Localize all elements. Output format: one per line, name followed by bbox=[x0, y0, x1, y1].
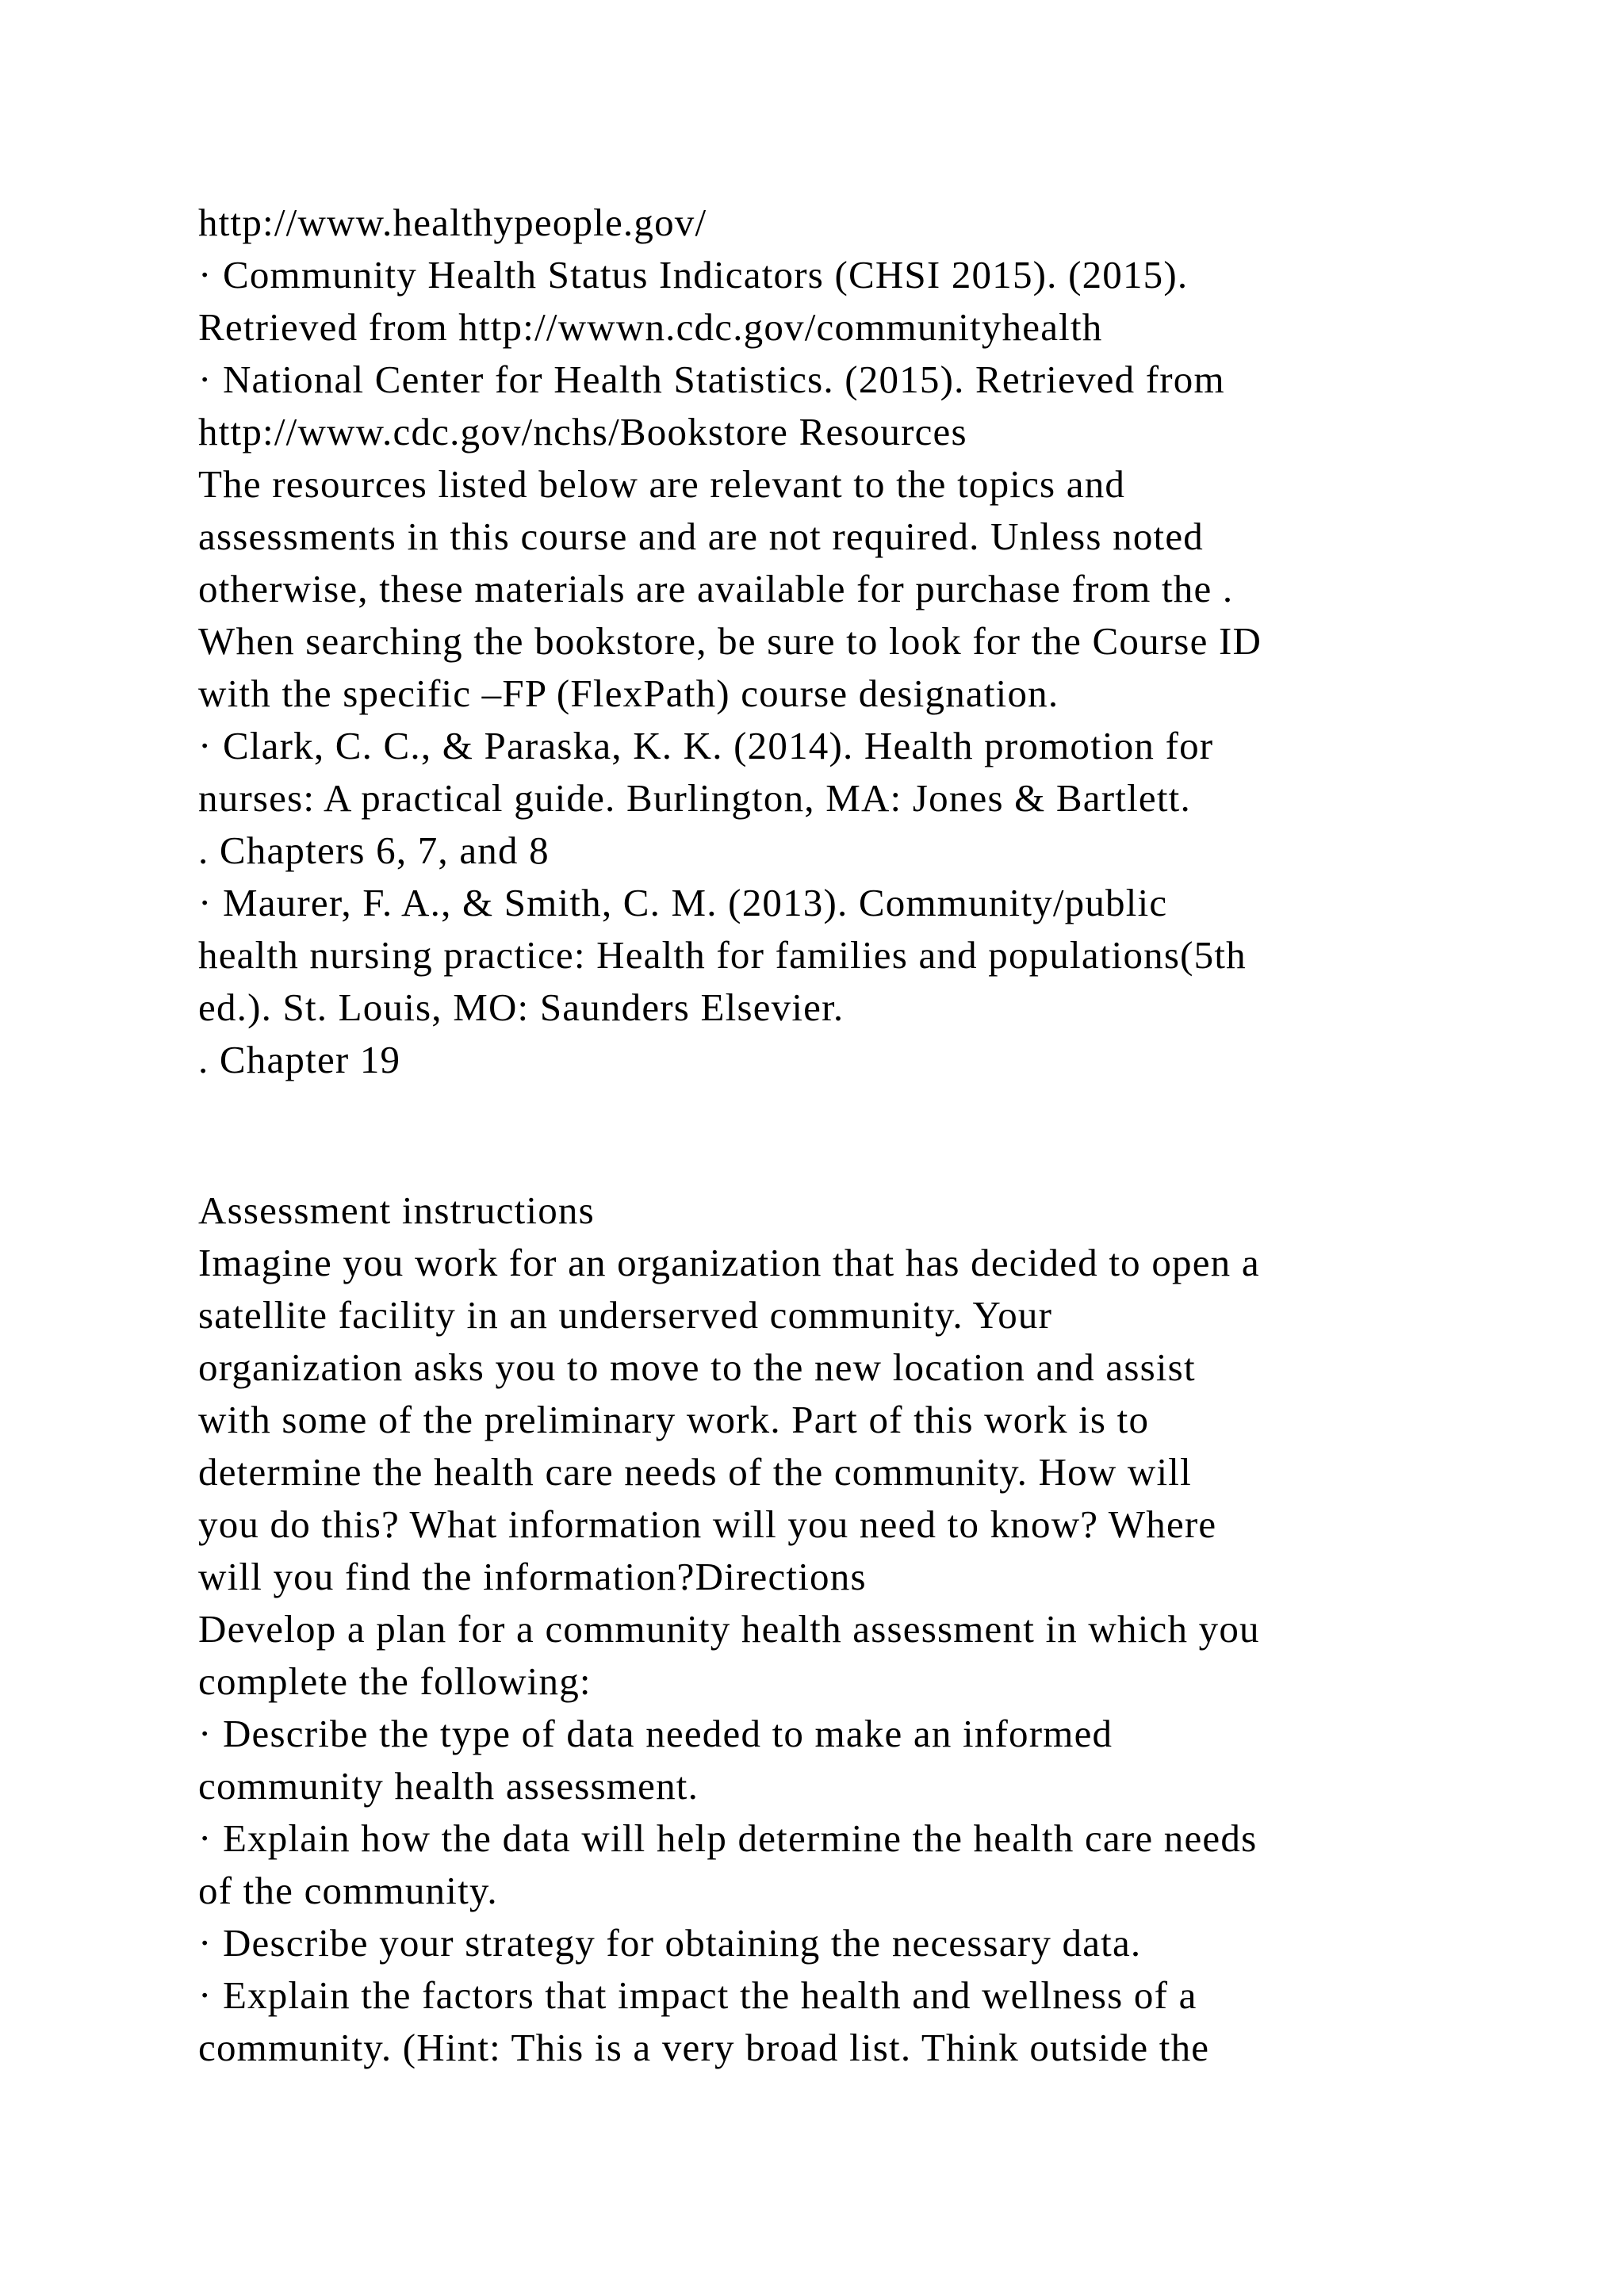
text-line: with some of the preliminary work. Part of this work is to bbox=[198, 1398, 1150, 1441]
resources-section bbox=[198, 197, 1483, 1086]
text-line: otherwise, these materials are available for purchase from the . bbox=[198, 567, 1234, 610]
text-line: . Chapters 6, 7, and 8 bbox=[198, 828, 550, 872]
text-line: organization asks you to move to the new location and assist bbox=[198, 1345, 1196, 1389]
text-line: Develop a plan for a community health assessment in which you bbox=[198, 1607, 1260, 1651]
text-line: · Describe your strategy for obtaining the necessary data. bbox=[198, 1921, 1142, 1965]
text-line: http://www.healthypeople.gov/ bbox=[198, 201, 707, 244]
text-line: http://www.cdc.gov/nchs/Bookstore Resources bbox=[198, 410, 967, 453]
text-line: Retrieved from http://wwwn.cdc.gov/communityhealth bbox=[198, 305, 1103, 349]
text-line: health nursing practice: Health for families and populations(5th bbox=[198, 933, 1247, 977]
text-line: · National Center for Health Statistics. (2015). Retrieved from bbox=[198, 358, 1225, 401]
text-line: of the community. bbox=[198, 1869, 498, 1912]
text-line: . Chapter 19 bbox=[198, 1038, 401, 1081]
text-line: assessments in this course and are not required. Unless noted bbox=[198, 515, 1204, 558]
text-line: Imagine you work for an organization that has decided to open a bbox=[198, 1241, 1260, 1284]
text-line: nurses: A practical guide. Burlington, MA: Jones & Bartlett. bbox=[198, 776, 1191, 820]
assessment-section bbox=[198, 1184, 1483, 2074]
section-heading: Assessment instructions bbox=[198, 1188, 595, 1232]
text-line: · Describe the type of data needed to make an informed bbox=[198, 1712, 1113, 1755]
text-line: satellite facility in an underserved community. Your bbox=[198, 1293, 1053, 1337]
text-line: community health assessment. bbox=[198, 1764, 699, 1808]
text-line: · Explain how the data will help determine the health care needs bbox=[198, 1816, 1258, 1860]
text-line: · Maurer, F. A., & Smith, C. M. (2013). Community/public bbox=[198, 881, 1168, 924]
text-line: ed.). St. Louis, MO: Saunders Elsevier. bbox=[198, 985, 845, 1029]
text-line: · Explain the factors that impact the health and wellness of a bbox=[198, 1973, 1197, 2017]
text-line: · Community Health Status Indicators (CHSI 2015). (2015). bbox=[198, 253, 1189, 297]
text-line: The resources listed below are relevant to the topics and bbox=[198, 462, 1126, 506]
text-line: community. (Hint: This is a very broad list. Think outside the bbox=[198, 2026, 1210, 2069]
text-line: determine the health care needs of the community. How will bbox=[198, 1450, 1192, 1494]
text-line: you do this? What information will you need to know? Where bbox=[198, 1502, 1217, 1546]
text-line: complete the following: bbox=[198, 1659, 592, 1703]
text-line: When searching the bookstore, be sure to look for the Course ID bbox=[198, 619, 1262, 663]
text-line: with the specific –FP (FlexPath) course designation. bbox=[198, 672, 1059, 715]
text-line: will you find the information?Directions bbox=[198, 1555, 867, 1598]
text-line: · Clark, C. C., & Paraska, K. K. (2014). Health promotion for bbox=[198, 724, 1214, 767]
